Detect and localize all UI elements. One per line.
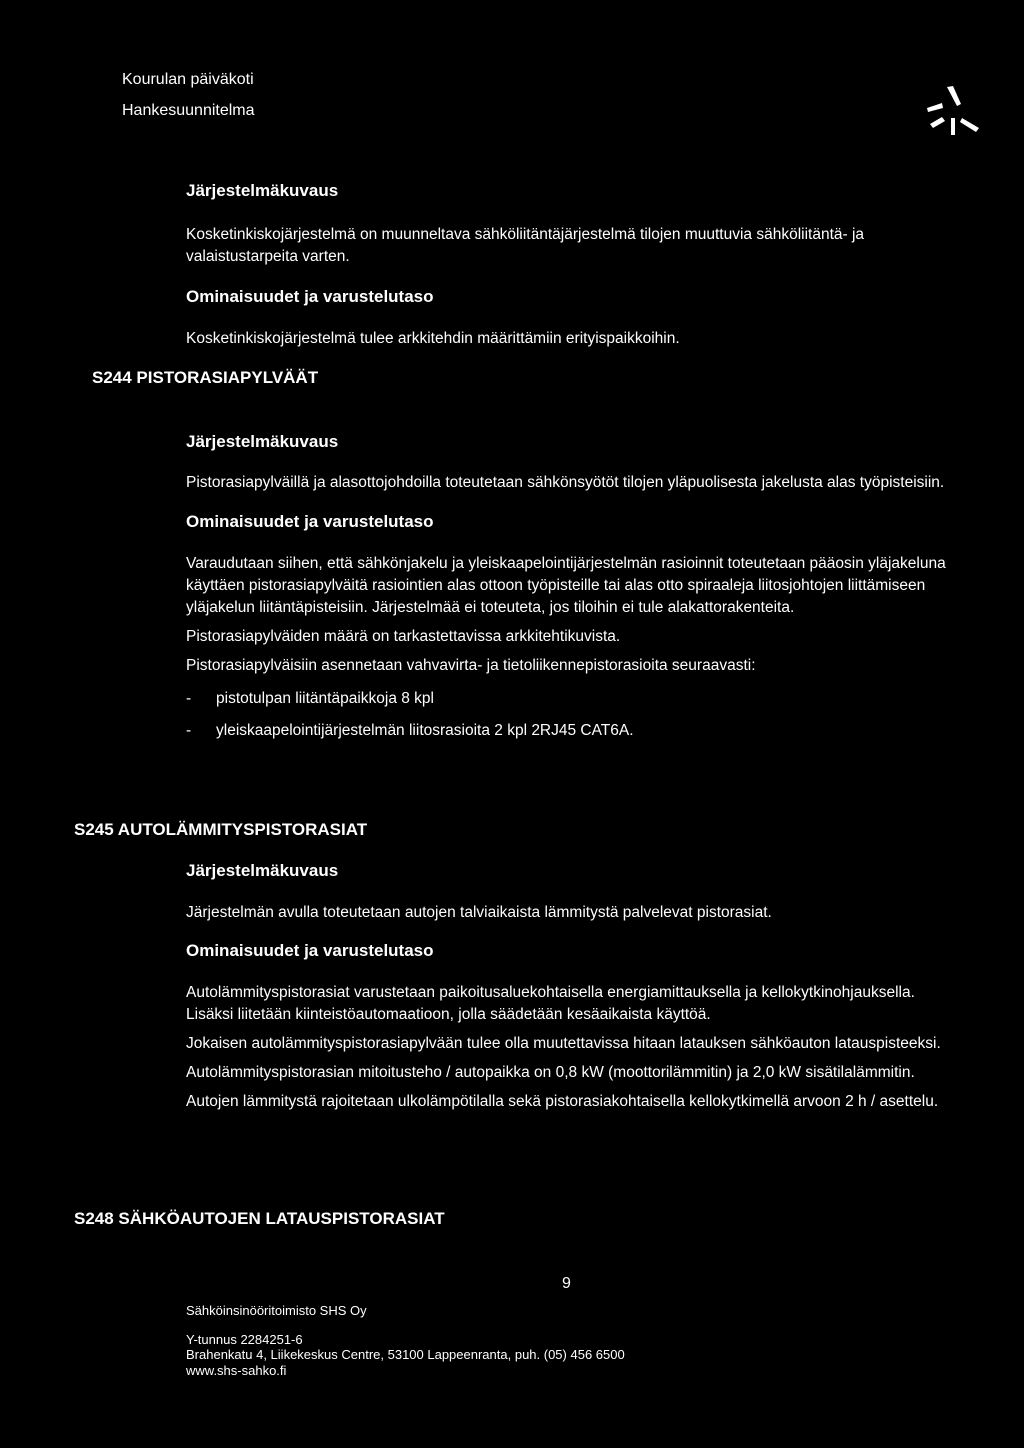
s244-features-heading: Ominaisuudet ja varustelutaso — [186, 512, 434, 531]
s245-limit-text: Autojen lämmitystä rajoitetaan ulkolämpötilalla sekä pistorasiakohtaisella kellokytkimellä arvoon 2 h / asettelu. — [186, 1093, 939, 1110]
list-item-text: pistotulpan liitäntäpaikkoja 8 kpl — [216, 690, 434, 707]
footer-website: www.shs-sahko.fi — [186, 1363, 287, 1378]
s245-charging-text: Jokaisen autolämmityspistorasiapylvään tulee olla muutettavissa hitaan latauksen sähköauton latauspisteeksi. — [186, 1035, 941, 1052]
shs-logo-icon — [924, 84, 984, 136]
list-dash: - — [186, 690, 192, 707]
section-title-s248: S248 SÄHKÖAUTOJEN LATAUSPISTORASIAT — [74, 1209, 445, 1228]
section-title-s245: S245 AUTOLÄMMITYSPISTORASIAT — [74, 820, 368, 839]
intro-description-text: Kosketinkiskojärjestelmä on muunneltava sähköliitäntäjärjestelmä tilojen muuttuvia sähköliitäntä- ja valaistustarpeita varten. — [186, 226, 865, 265]
footer-company: Sähköinsinööritoimisto SHS Oy — [186, 1303, 367, 1318]
s245-description-heading: Järjestelmäkuvaus — [186, 861, 339, 880]
intro-features-heading: Ominaisuudet ja varustelutaso — [186, 287, 434, 306]
list-item — [186, 688, 956, 710]
footer-business-id: Y-tunnus 2284251-6 — [186, 1332, 303, 1347]
intro-description-heading: Järjestelmäkuvaus — [186, 181, 339, 200]
section-title-s244: S244 PISTORASIAPYLVÄÄT — [92, 368, 319, 387]
footer-address: Brahenkatu 4, Liikekeskus Centre, 53100 Lappeenranta, puh. (05) 456 6500 — [186, 1347, 625, 1362]
section-s245-body — [186, 860, 956, 1113]
s245-description-text: Järjestelmän avulla toteutetaan autojen talviaikaista lämmitystä palvelevat pistorasiat. — [186, 904, 772, 921]
section-s244-body — [186, 431, 956, 742]
header-project-name: Kourulan päiväkoti — [122, 71, 254, 88]
s244-features-text: Varaudutaan siihen, että sähkönjakelu ja yleiskaapelointijärjestelmän rasioinnit toteutetaan pääosin yläjakeluna käyttäen pistorasiapylväitä rasiointien alas ottoon työpisteille tai alas otto spiraaleja liitosjohtojen liittämiseen yläjakelun liitäntäpisteisiin. Järjestelmää ei toteuteta, jos tiloihin ei tule alakattorakenteita. — [186, 555, 946, 616]
s244-amount-text: Pistorasiapylväiden määrä on tarkastettavissa arkkitehtikuvista. — [186, 628, 621, 645]
s245-features-text: Autolämmityspistorasiat varustetaan paikoitusaluekohtaisella energiamittauksella ja kellokytkinohjauksella. Lisäksi liitetään kiinteistöautomaatioon, jolla säädetään kesäaikaista käyttöä. — [186, 984, 915, 1023]
s244-description-text: Pistorasiapylväillä ja alasottojohdoilla toteutetaan sähkönsyötöt tilojen yläpuolisesta jakelusta alas työpisteisiin. — [186, 474, 945, 491]
intro-section — [186, 180, 956, 350]
s244-outlets-text: Pistorasiapylväisiin asennetaan vahvavirta- ja tietoliikennepistorasioita seuraavasti: — [186, 657, 756, 674]
header-document-type: Hankesuunnitelma — [122, 102, 255, 119]
list-item — [186, 720, 956, 742]
list-item-text: yleiskaapelointijärjestelmän liitosrasioita 2 kpl 2RJ45 CAT6A. — [216, 722, 634, 739]
s244-description-heading: Järjestelmäkuvaus — [186, 432, 339, 451]
s245-features-heading: Ominaisuudet ja varustelutaso — [186, 941, 434, 960]
page-number: 9 — [562, 1275, 571, 1292]
list-dash: - — [186, 722, 192, 739]
intro-features-text: Kosketinkiskojärjestelmä tulee arkkitehdin määrittämiin erityispaikkoihin. — [186, 330, 680, 347]
s245-power-text: Autolämmityspistorasian mitoitusteho / autopaikka on 0,8 kW (moottorilämmitin) ja 2,0 kW sisätilalämmitin. — [186, 1064, 915, 1081]
